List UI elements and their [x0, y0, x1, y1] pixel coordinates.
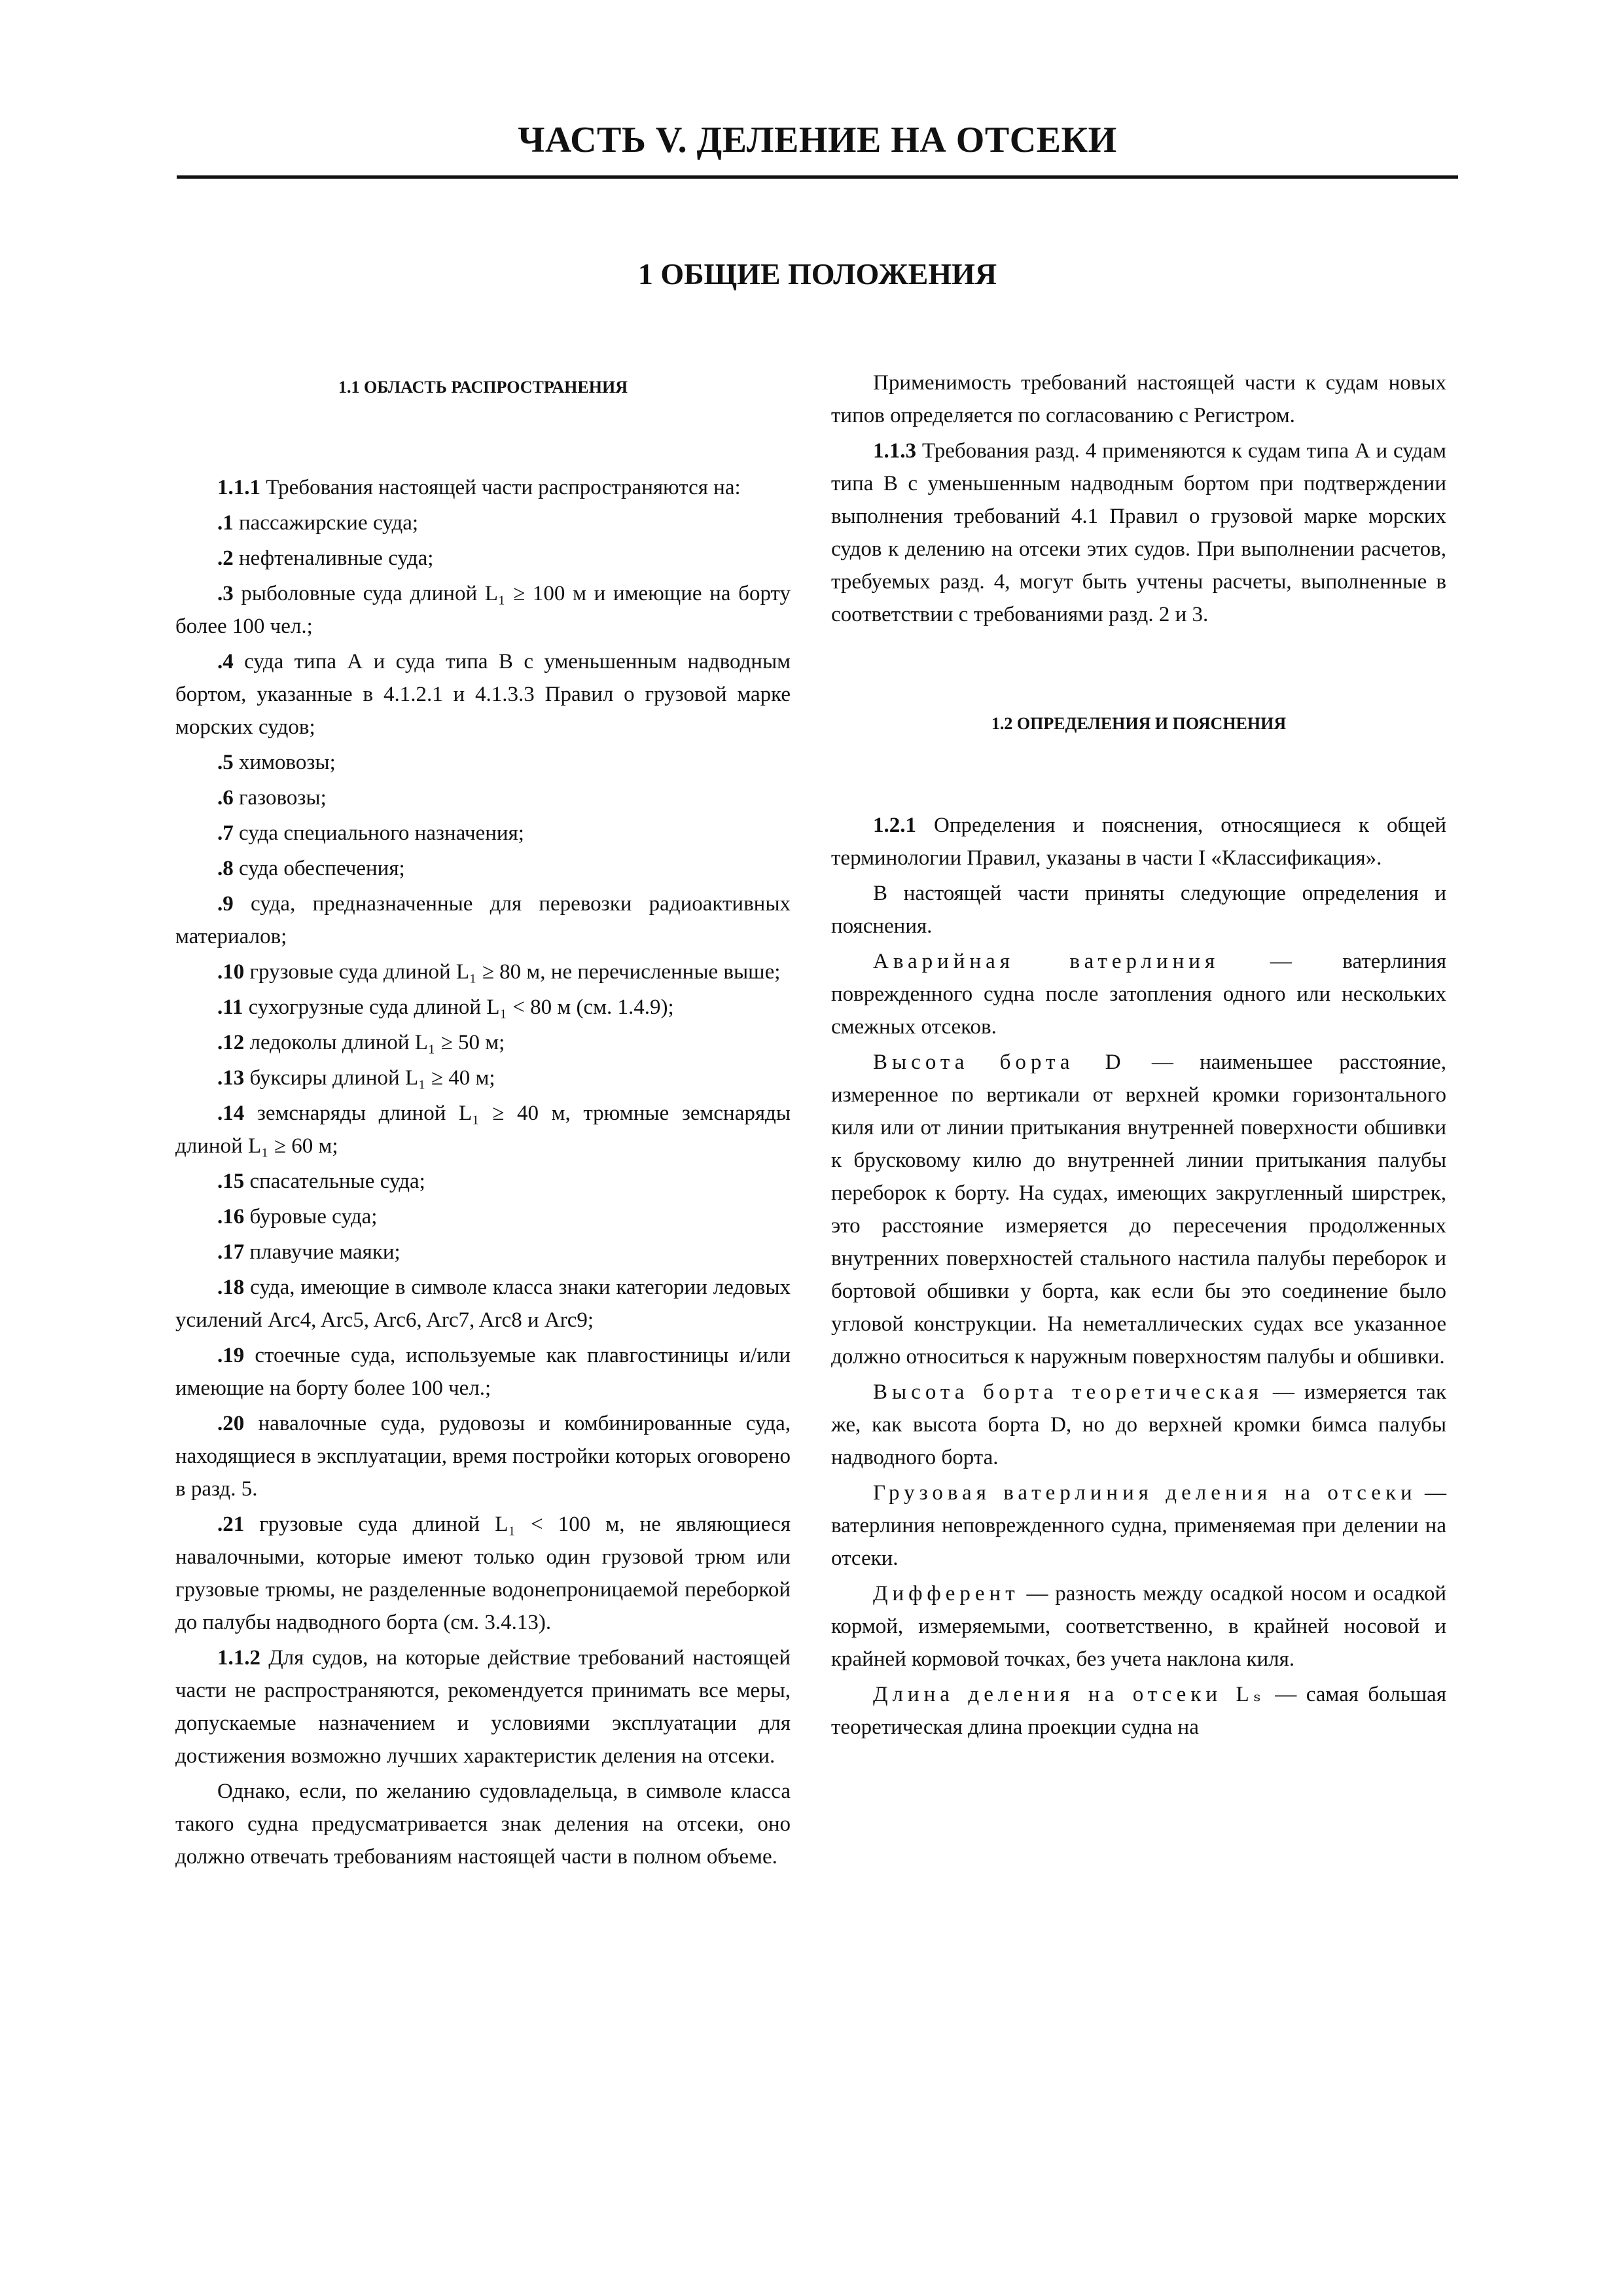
- list-item: .11 сухогрузные суда длиной L₁ < 80 м (см. 1.4.9);: [217, 996, 674, 1019]
- paragraph-1-1-1: [175, 471, 791, 504]
- right-column: [831, 367, 1446, 1744]
- definition-term: Грузовая ватерлиния деления на отсеки: [873, 1481, 1417, 1505]
- definition: [831, 1477, 1446, 1575]
- list-item: .21 грузовые суда длиной L₁ < 100 м, не являющиеся навалочными, которые имеют только один грузовой трюм или грузовые трюмы, не разделенные водонепроницаемой переборкой до палубы надводного борта (см. 3.4.13).: [175, 1513, 791, 1634]
- clause-text: Определения и пояснения, относящиеся к общей терминологии Правил, указаны в части I «Классификация».: [831, 814, 1446, 870]
- definition: [831, 1376, 1446, 1474]
- list-item: .1 пассажирские суда;: [217, 511, 419, 535]
- list-item: .9 суда, предназначенные для перевозки радиоактивных материалов;: [175, 892, 791, 948]
- definition-term: Дифферент: [873, 1582, 1020, 1605]
- clause-number: 1.1.2: [217, 1646, 260, 1670]
- list-item: .8 суда обеспечения;: [217, 857, 405, 880]
- clause-number: 1.1.3: [873, 439, 916, 463]
- definition-term: Аварийная ватерлиния: [873, 950, 1220, 973]
- clause-number: 1.2.1: [873, 814, 916, 837]
- title-rule: [177, 175, 1458, 179]
- list-item: .4 суда типа А и суда типа В с уменьшенным надводным бортом, указанные в 4.1.2.1 и 4.1.3.3 Правил о грузовой марке морских судов;: [175, 650, 791, 739]
- clause-text: Требования разд. 4 применяются к судам типа А и судам типа В с уменьшенным надводным бортом при подтверждении выполнения требований 4.1 Правил о грузовой марке морских судов к делению на отсеки этих судов. При выполнении расчетов, требуемых разд. 4, могут быть учтены расчеты, выполненные в соответствии с требованиями разд. 2 и 3.: [831, 439, 1446, 626]
- list-item: .7 суда специального назначения;: [217, 821, 524, 845]
- clause-text: Для судов, на которые действие требований настоящей части не распространяются, рекомендуется принимать все меры, допускаемые назначением и условиями эксплуатации для достижения возможно лучших характеристик деления на отсеки.: [175, 1646, 791, 1768]
- clause-number: 1.1.1: [217, 476, 260, 499]
- paragraph-definitions-intro: В настоящей части приняты следующие определения и пояснения.: [831, 882, 1446, 938]
- list-item: .20 навалочные суда, рудовозы и комбинированные суда, находящиеся в эксплуатации, время постройки которых оговорено в разд. 5.: [175, 1412, 791, 1501]
- definition-term: Высота борта D: [873, 1050, 1126, 1074]
- list-item: .10 грузовые суда длиной L₁ ≥ 80 м, не перечисленные выше;: [217, 960, 781, 984]
- definition: [831, 1577, 1446, 1676]
- subsection-heading-1-2: 1.2 ОПРЕДЕЛЕНИЯ И ПОЯСНЕНИЯ: [991, 714, 1287, 733]
- definition: [831, 1678, 1446, 1744]
- paragraph-1-1-2: [175, 1641, 791, 1772]
- list-item: .13 буксиры длиной L₁ ≥ 40 м;: [217, 1066, 495, 1090]
- section-title: 1 ОБЩИЕ ПОЛОЖЕНИЯ: [637, 257, 997, 291]
- definition-term: Длина деления на отсеки Lₛ: [873, 1683, 1266, 1706]
- definition-text: — самая большая теоретическая длина проекции судна на: [831, 1683, 1447, 1739]
- list-item: .2 нефтеналивные суда;: [217, 547, 434, 570]
- definition-text: — ватерлиния неповрежденного судна, применяемая при делении на отсеки.: [831, 1481, 1446, 1570]
- paragraph-1-1-3: [831, 435, 1446, 631]
- list-item: .16 буровые суда;: [217, 1205, 378, 1229]
- list-item: .12 ледоколы длиной L₁ ≥ 50 м;: [217, 1031, 505, 1054]
- subsection-heading-1-1: 1.1 ОБЛАСТЬ РАСПРОСТРАНЕНИЯ: [338, 378, 628, 397]
- list-item: .19 стоечные суда, используемые как плавгостиницы и/или имеющие на борту более 100 чел.;: [175, 1344, 791, 1400]
- definition-text: — наименьшее расстояние, измеренное по вертикали от верхней кромки горизонтального киля или от линии притыкания внутренней поверхности обшивки к брусковому килю до внутренней линии притыкания палубы переборок к борту. На судах, имеющих закругленный ширстрек, это расстояние измеряется до пересечения продолженных внутренних поверхностей стального настила палубы переборок и бортовой обшивки у борта, как если бы это соединение было угловой конструкции. На неметаллических судах все указанное должно относиться к наружным поверхностям палубы и обшивки.: [831, 1050, 1447, 1369]
- paragraph-1-2-1: [831, 809, 1446, 874]
- part-title: ЧАСТЬ V. ДЕЛЕНИЕ НА ОТСЕКИ: [518, 120, 1117, 160]
- definition-term: Высота борта теоретическая: [873, 1380, 1263, 1404]
- list-item: .6 газовозы;: [217, 786, 327, 810]
- definition-text: — разность между осадкой носом и осадкой кормой, измеряемыми, соответственно, в крайней носовой и крайней кормовой точках, без учета наклона киля.: [831, 1582, 1446, 1671]
- list-item: .17 плавучие маяки;: [217, 1240, 401, 1264]
- list-item: .14 земснаряды длиной L₁ ≥ 40 м, трюмные земснаряды длиной L₁ ≥ 60 м;: [175, 1102, 791, 1158]
- left-column: [175, 367, 791, 1873]
- paragraph-applicability: Применимость требований настоящей части к судам новых типов определяется по согласованию с Регистром.: [831, 371, 1446, 427]
- clause-text: Требования настоящей части распространяются на:: [260, 476, 741, 499]
- definition: [831, 945, 1446, 1043]
- list-item: .3 рыболовные суда длиной L₁ ≥ 100 м и имеющие на борту более 100 чел.;: [175, 582, 791, 638]
- definition-text: — измеряется так же, как высота борта D, но до верхней кромки бимса палубы надводного борта.: [831, 1380, 1446, 1469]
- list-item: .5 химовозы;: [217, 751, 336, 774]
- definition-text: — ватерлиния поврежденного судна после затопления одного или нескольких смежных отсеков.: [831, 950, 1446, 1039]
- list-item: .18 суда, имеющие в символе класса знаки категории ледовых усилений Arc4, Arc5, Arc6, Arc7, Arc8 и Arc9;: [175, 1276, 791, 1332]
- list-item: .15 спасательные суда;: [217, 1170, 425, 1193]
- definition: [831, 1046, 1446, 1373]
- paragraph-however: Однако, если, по желанию судовладельца, в символе класса такого судна предусматривается знак деления на отсеки, оно должно отвечать требованиям настоящей части в полном объеме.: [175, 1780, 791, 1869]
